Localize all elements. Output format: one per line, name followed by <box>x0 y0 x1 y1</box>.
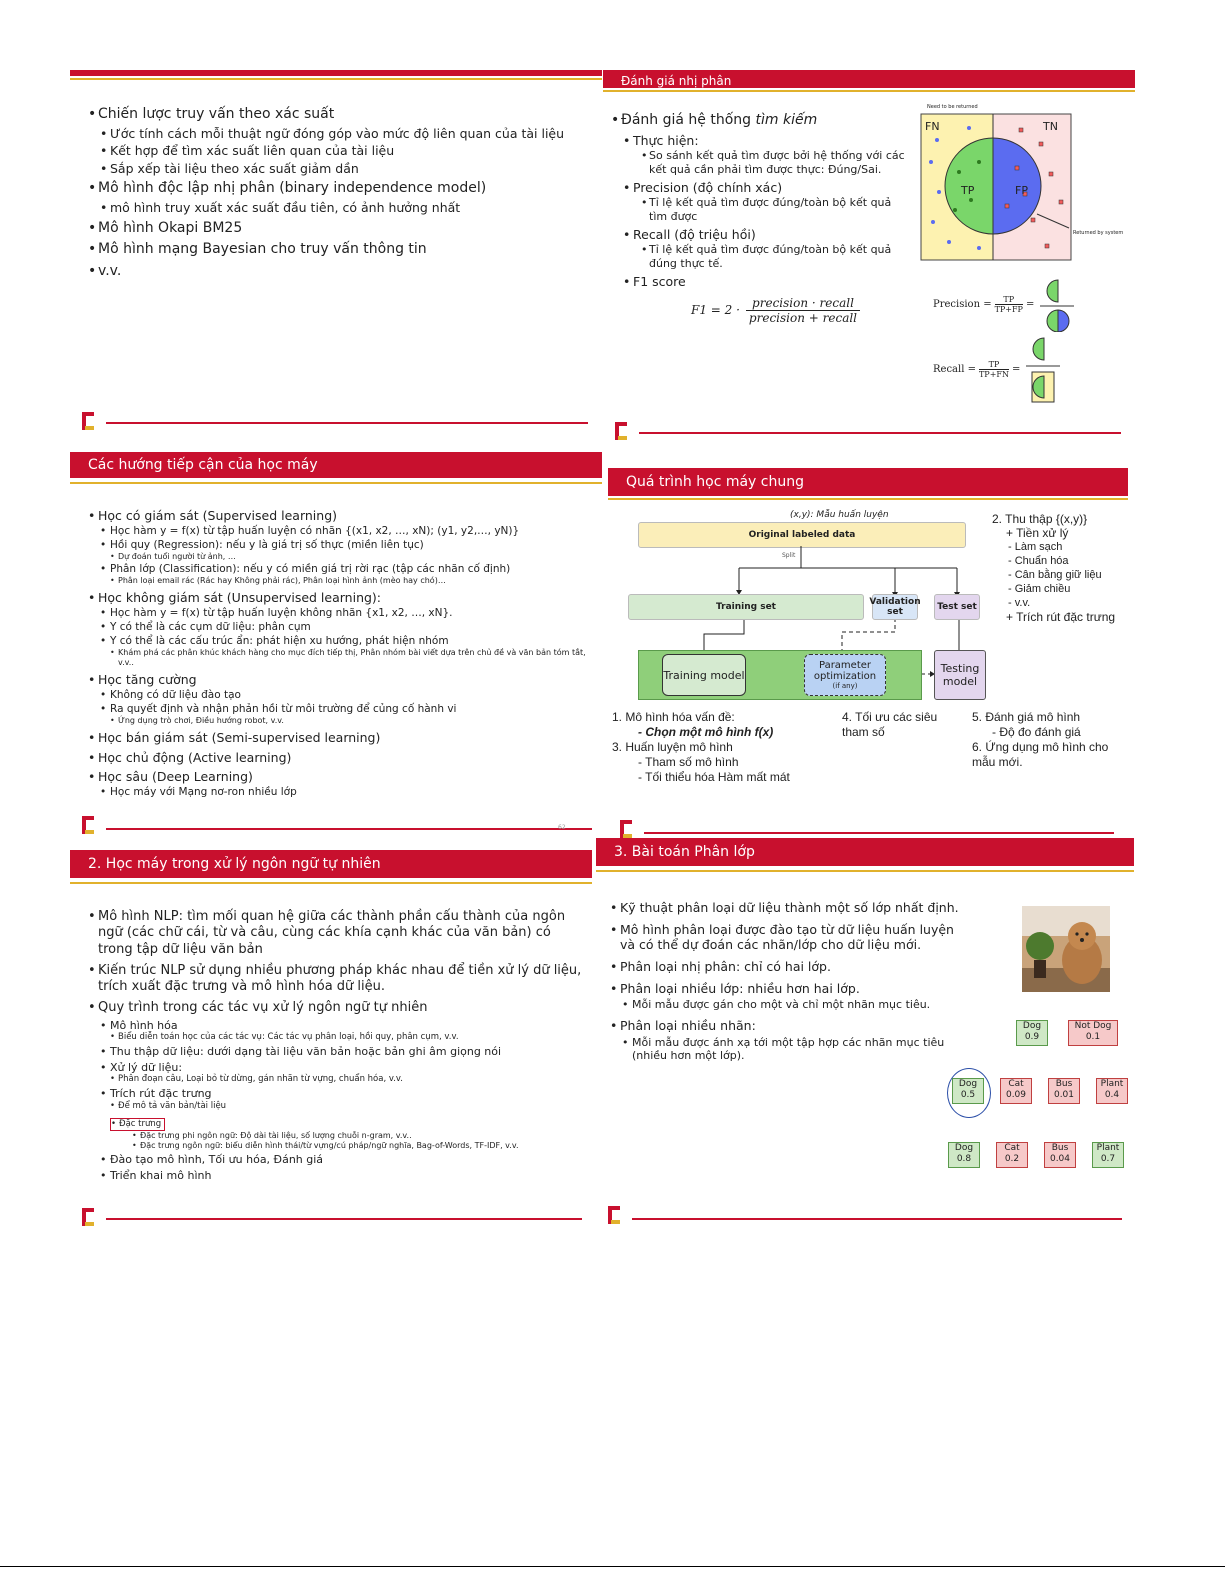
step-4: 4. Tối ưu các siêu tham số <box>842 710 938 739</box>
bullet-level-2: • Kết hợp để tìm xác suất liên quan của tài liệu <box>100 143 588 159</box>
returned-label: Returned by system <box>1073 230 1124 236</box>
label-chip <box>948 1142 980 1168</box>
tp-label: TP <box>961 184 975 197</box>
logo-icon <box>615 422 627 440</box>
fp-label: FP <box>1015 184 1028 197</box>
label-chip <box>1016 1020 1048 1046</box>
footer-line <box>106 828 592 830</box>
bullet-level-2: • Phân lớp (Classification): nếu y có miền giá trị rời rạc (tập các nhãn cố định) <box>100 563 598 576</box>
page-number: 62 <box>558 824 566 831</box>
logo-icon <box>608 1206 620 1224</box>
bullet-level-3: • Để mô tả văn bản/tài liệu <box>110 1101 582 1112</box>
footer-line <box>106 422 588 424</box>
bullet-level-2: • Sắp xếp tài liệu theo xác suất giảm dần <box>100 161 588 177</box>
collection-step-line: 2. Thu thập {(x,y)} <box>992 512 1088 526</box>
slide-bullets <box>88 504 598 799</box>
bullet-level-1: • Học tăng cường <box>88 672 598 688</box>
slide-title: 3. Bài toán Phân lớp <box>614 844 755 860</box>
collection-step-line: + Trích rút đặc trưng <box>1006 610 1116 624</box>
bullet-level-2: • mô hình truy xuất xác suất đầu tiên, có ảnh hưởng nhất <box>100 200 588 216</box>
label-chip <box>1048 1078 1080 1104</box>
slide-title-bar <box>596 838 1134 866</box>
slide-title: 2. Học máy trong xử lý ngôn ngữ tự nhiên <box>88 856 381 872</box>
slide-bullets <box>88 102 588 280</box>
footer-line <box>644 832 1114 834</box>
bullet-level-3: • So sánh kết quả tìm được bởi hệ thống với các kết quả cần phải tìm được thực: Đúng/Sai. <box>641 149 911 177</box>
split-label: Split <box>782 552 796 559</box>
bullet-level-2: • Xử lý dữ liệu: <box>100 1061 582 1075</box>
bullet-level-2: • Không có dữ liệu đào tạo <box>100 689 598 702</box>
step-5-6: 5. Đánh giá mô hình - Độ đo đánh giá 6. Ứng dụng mô hình cho mẫu mới. <box>972 710 1109 769</box>
logo-icon <box>82 412 94 430</box>
label-chip <box>1068 1020 1118 1046</box>
bullet-level-3: • Biểu diễn toán học của các tác vụ: Các tác vụ phân loại, hồi quy, phân cụm, v.v. <box>110 1032 582 1043</box>
footer-line <box>639 432 1121 434</box>
tn-label: TN <box>1043 120 1058 133</box>
collection-step-line: - Cân bằng giữ liệu <box>1008 569 1102 581</box>
step-1-3: 1. Mô hình hóa vấn đề: - Chọn một mô hình f(x) 3. Huấn luyện mô hình - Tham số mô hình - Tối thiểu hóa Hàm mất mát <box>612 710 790 784</box>
parameter-optimization-box: Parameter optimization (if any) <box>804 654 886 696</box>
training-model-box: Training model <box>662 654 746 696</box>
testing-model-box: Testing model <box>934 650 986 700</box>
bullet-level-2: • Y có thể là các cụm dữ liệu: phân cụm <box>100 621 598 634</box>
bullet-level-2: • Học hàm y = f(x) từ tập huấn luyện không nhãn {x1, x2, …, xN}. <box>100 607 598 620</box>
bullet-level-2: • Thu thập dữ liệu: dưới dạng tài liệu văn bản hoặc bản ghi âm giọng nói <box>100 1045 582 1059</box>
gold-line <box>596 870 1134 872</box>
chip-score: 0.9 <box>1024 1032 1040 1042</box>
recall-shape-icon <box>1022 334 1062 404</box>
training-set-box: Training set <box>628 594 864 620</box>
original-data-box: Original labeled data <box>638 522 966 548</box>
bullet-level-1: • Học bán giám sát (Semi-supervised learning) <box>88 730 598 746</box>
xy-label: (x,y): Mẫu huấn luyện <box>790 510 889 520</box>
validation-set-box: Validation set <box>872 594 918 620</box>
chip-label: Dog <box>958 1079 978 1089</box>
slide-title-bar <box>603 70 1135 88</box>
logo-icon <box>620 820 632 838</box>
chip-score: 0.4 <box>1104 1090 1120 1100</box>
heading-bullet: • Đánh giá hệ thống tìm kiếm <box>611 112 911 130</box>
precision-shape-icon <box>1036 276 1076 332</box>
bullet-level-1: • Kiến trúc NLP sử dụng nhiều phương pháp khác nhau để tiền xử lý dữ liệu, trích xuất đặc trưng và mô hình hóa dữ liệu. <box>88 963 582 996</box>
bullet-level-1: • Chiến lược truy vấn theo xác suất <box>88 106 588 124</box>
label-chip <box>1044 1142 1076 1168</box>
label-chip <box>1000 1078 1032 1104</box>
bullet-level-2: • Ước tính cách mỗi thuật ngữ đóng góp vào mức độ liên quan của tài liệu <box>100 126 588 142</box>
slide-ml-process <box>608 462 1128 838</box>
bullet-level-1: • v.v. <box>88 263 588 281</box>
bullet-level-1: • Phân loại nhiều nhãn: <box>610 1018 960 1034</box>
f1-formula: F1 = 2 · precision · recall precision + recall <box>691 296 911 325</box>
bullet-level-2: • Đào tạo mô hình, Tối ưu hóa, Đánh giá <box>100 1153 582 1167</box>
bullet-level-2: • Ra quyết định và nhận phản hồi từ môi trường để củng cố hành vi <box>100 703 598 716</box>
page-bottom-line <box>0 1566 1225 1567</box>
chip-score: 0.2 <box>1004 1154 1020 1164</box>
chip-label: Not Dog <box>1074 1021 1112 1031</box>
tp-fp-venn-svg <box>919 102 1133 262</box>
chip-label: Dog <box>954 1143 974 1153</box>
slide-ml-in-nlp <box>70 850 592 1226</box>
collection-step-line: + Tiền xử lý <box>1006 526 1069 540</box>
bullet-level-1: • Mô hình độc lập nhị phân (binary independence model) <box>88 180 588 198</box>
chip-score: 0.7 <box>1100 1154 1116 1164</box>
footer-line <box>106 1218 582 1220</box>
test-set-box: Test set <box>934 594 980 620</box>
slide-title-bar <box>70 850 592 878</box>
bullet-level-1: • Phân loại nhiều lớp: nhiều hơn hai lớp. <box>610 981 960 997</box>
chip-score: 0.01 <box>1053 1090 1075 1100</box>
precision-recall-diagram <box>919 102 1133 262</box>
label-chip <box>996 1142 1028 1168</box>
gold-line <box>603 90 1135 92</box>
bullet-level-2: • Recall (độ triệu hồi) <box>623 227 911 243</box>
bullet-level-2: • Trích rút đặc trưng <box>100 1087 582 1101</box>
bullet-level-2: • Thực hiện: <box>623 133 911 149</box>
precision-formula: Precision = $\frac{TP}{TP+FP}$ = <box>933 276 1076 332</box>
bullet-level-3: • Tỉ lệ kết quả tìm được đúng/toàn bộ kết quả đúng thực tế. <box>641 243 911 271</box>
slide-title: Các hướng tiếp cận của học máy <box>88 457 318 473</box>
dog-photo <box>1022 906 1110 992</box>
bullet-level-2: • Triển khai mô hình <box>100 1169 582 1183</box>
collection-step-line: - Làm sạch <box>1008 541 1063 553</box>
slide-probabilistic-retrieval <box>70 70 602 438</box>
recall-formula: Recall = $\frac{TP}{TP+FN}$ = <box>933 334 1062 404</box>
chip-label: Plant <box>1096 1143 1120 1153</box>
chip-label: Cat <box>1004 1143 1020 1153</box>
bullet-level-2: • Học máy với Mạng nơ-ron nhiều lớp <box>100 786 598 799</box>
chip-label: Plant <box>1100 1079 1124 1089</box>
chip-label: Cat <box>1008 1079 1024 1089</box>
slide-title-bar <box>70 452 602 478</box>
chip-label: Dog <box>1022 1021 1042 1031</box>
slide-ml-approaches <box>70 452 602 840</box>
bullet-level-3: • Đặc trưng <box>110 1118 165 1131</box>
bullet-level-1: • Quy trình trong các tác vụ xử lý ngôn ngữ tự nhiên <box>88 1000 582 1016</box>
bullet-level-1: • Phân loại nhị phân: chỉ có hai lớp. <box>610 959 960 975</box>
logo-icon <box>82 816 94 834</box>
chip-score: 0.8 <box>956 1154 972 1164</box>
chip-score: 0.09 <box>1005 1090 1027 1100</box>
bullet-level-3: • Ứng dụng trò chơi, Điều hướng robot, v.v. <box>110 716 598 726</box>
slide-binary-evaluation <box>603 70 1135 448</box>
bullet-level-1: • Mô hình Okapi BM25 <box>88 220 588 238</box>
label-chip <box>1092 1142 1124 1168</box>
bullet-level-2: • Y có thể là các cấu trúc ẩn: phát hiện xu hướng, phát hiện nhóm <box>100 635 598 648</box>
bullet-level-3: • Dự đoán tuổi người từ ảnh, … <box>110 552 598 562</box>
bullet-level-1: • Học không giám sát (Unsupervised learning): <box>88 590 598 606</box>
bullet-level-2: • Mỗi mẫu được gán cho một và chỉ một nhãn mục tiêu. <box>622 998 960 1012</box>
slide-bullets <box>88 904 582 1183</box>
bullet-level-1: • Học chủ động (Active learning) <box>88 750 598 766</box>
bullet-level-2: • Mô hình hóa <box>100 1019 582 1033</box>
bullet-level-1: • Mô hình phân loại được đào tạo từ dữ liệu huấn luyện và có thể dự đoán các nhãn/lớp cho dữ liệu mới. <box>610 922 960 953</box>
collection-step-line: - Chuẩn hóa <box>1008 555 1069 567</box>
bullet-level-4: • Đặc trưng phi ngôn ngữ: Độ dài tài liệu, số lượng chuỗi n-gram, v.v.. <box>132 1131 582 1141</box>
footer-line <box>632 1218 1122 1220</box>
bullet-level-1: • Mô hình mạng Bayesian cho truy vấn thông tin <box>88 241 588 259</box>
bullet-level-3: • Khám phá các phân khúc khách hàng cho mục đích tiếp thị, Phân nhóm bài viết dựa trên chủ đề và văn bản tóm tắt, v.v.. <box>110 648 598 668</box>
gold-line <box>70 882 592 884</box>
gold-line <box>70 482 602 484</box>
bullet-level-2: • Mỗi mẫu được ánh xạ tới một tập hợp các nhãn mục tiêu (nhiều hơn một lớp). <box>622 1036 960 1064</box>
bullet-level-1: • Mô hình NLP: tìm mối quan hệ giữa các thành phần cấu thành của ngôn ngữ (các chữ cái, từ và câu, cùng các khía cạnh khác của văn bản) có trong tập dữ liệu văn bản <box>88 909 582 958</box>
slide-title: Đánh giá nhị phân <box>621 74 732 88</box>
bullet-level-1: • Học sâu (Deep Learning) <box>88 769 598 785</box>
chip-score: 0.04 <box>1049 1154 1071 1164</box>
gold-line <box>70 78 602 80</box>
slide-title: Quá trình học máy chung <box>626 474 804 490</box>
bullet-level-3: • Phân đoạn câu, Loại bỏ từ dừng, gán nhãn từ vựng, chuẩn hóa, v.v. <box>110 1074 582 1085</box>
fn-label: FN <box>925 120 940 133</box>
bullet-level-2: • F1 score <box>623 274 911 290</box>
bullet-level-4: • Đặc trưng ngôn ngữ: biểu diễn hình thái/từ vựng/cú pháp/ngữ nghĩa, Bag-of-Words, TF-IDF, v.v. <box>132 1141 582 1151</box>
bullet-level-2: • Học hàm y = f(x) từ tập huấn luyện có nhãn {(x1, x2, …, xN); (y1, y2,…, yN)} <box>100 525 598 538</box>
collection-step-line: - v.v. <box>1008 597 1031 609</box>
collection-step-line: - Giảm chiều <box>1008 583 1071 595</box>
slide-title-bar <box>70 70 602 76</box>
bullet-level-3: • Tỉ lệ kết quả tìm được đúng/toàn bộ kết quả tìm được <box>641 196 911 224</box>
label-chip <box>1096 1078 1128 1104</box>
chip-score: 0.5 <box>960 1090 976 1100</box>
dog-highlight-circle <box>947 1068 991 1118</box>
slide-bullets <box>610 894 960 1063</box>
chip-label: Bus <box>1051 1143 1069 1153</box>
bullet-level-1: • Học có giám sát (Supervised learning) <box>88 508 598 524</box>
slide-classification-problem <box>596 838 1134 1226</box>
bullet-level-2: • Hồi quy (Regression): nếu y là giá trị số thực (miền liên tục) <box>100 539 598 552</box>
logo-icon <box>82 1208 94 1226</box>
chip-label: Bus <box>1055 1079 1073 1089</box>
need-returned-label: Need to be returned <box>927 104 978 110</box>
bullet-level-3: • Phân loại email rác (Rác hay Không phải rác), Phân loại hình ảnh (mèo hay chó)… <box>110 576 598 586</box>
bullet-level-1: • Kỹ thuật phân loại dữ liệu thành một số lớp nhất định. <box>610 900 960 916</box>
data-collection-steps <box>992 512 1115 624</box>
chip-score: 0.1 <box>1085 1032 1101 1042</box>
slide-bullets <box>611 112 911 325</box>
bullet-level-2: • Precision (độ chính xác) <box>623 180 911 196</box>
